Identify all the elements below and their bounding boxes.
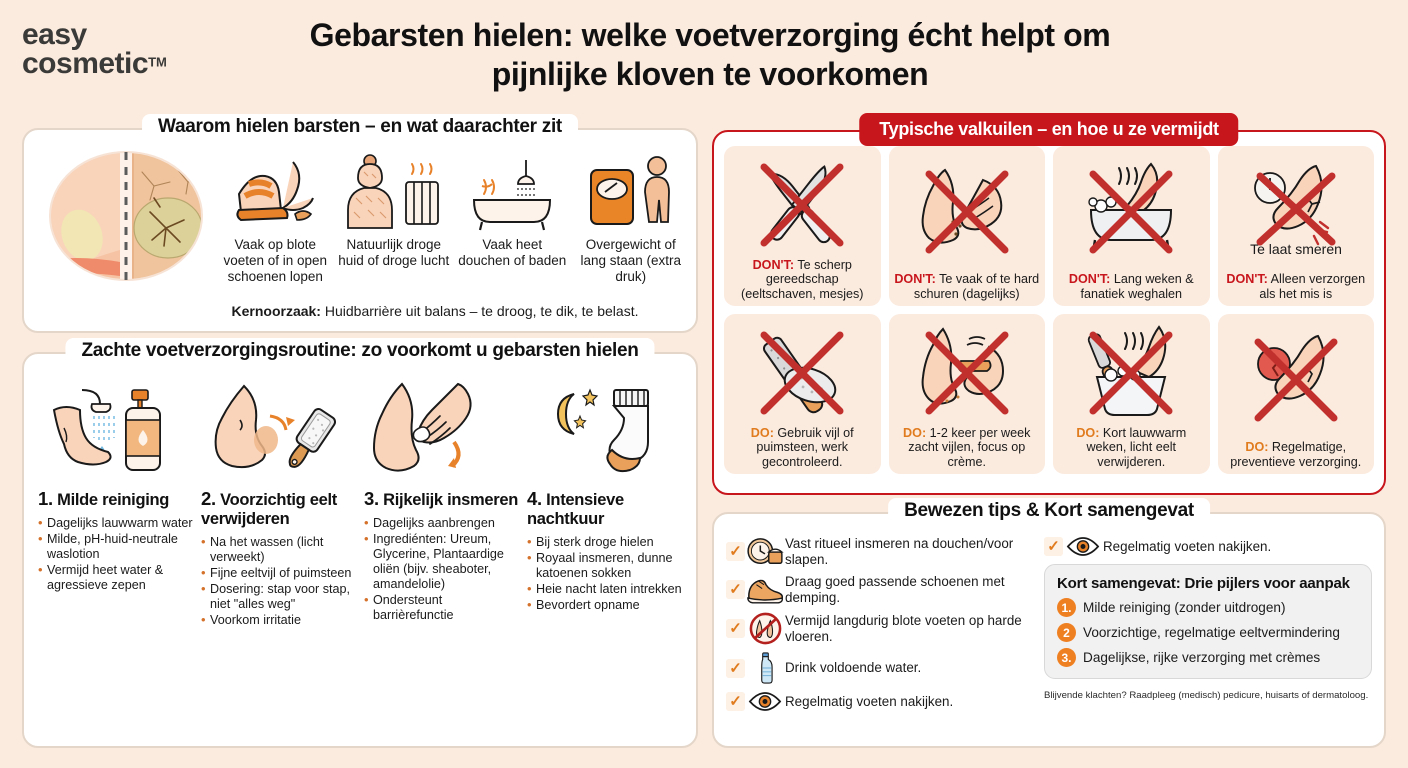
pitfalls-grid	[724, 146, 1374, 474]
heel-comparison-illustration	[38, 150, 214, 282]
pillar-number: 1.	[1057, 598, 1076, 617]
gentle-filing-foot-icon	[893, 320, 1042, 426]
moon-sock-night-icon	[527, 376, 682, 480]
cushioned-shoe-icon	[745, 575, 785, 604]
step-bullet: • Dagelijks aanbrengen	[364, 516, 519, 531]
step-title: Rijkelijk insmeren	[383, 491, 519, 509]
brand-line-1: easy	[22, 18, 87, 51]
tip-item	[726, 536, 1036, 567]
pillar-number: 2	[1057, 623, 1076, 642]
pitfall-dont-cell	[1053, 146, 1210, 306]
step-bullet: • Royaal insmeren, dunne katoenen sokken	[527, 551, 682, 581]
step-bullet: • Voorkom irritatie	[201, 613, 356, 628]
pitfall-dont-cell	[1218, 146, 1375, 306]
step-bullets	[38, 516, 193, 593]
pitfall-caption	[728, 426, 877, 470]
do-label: DO:	[903, 425, 927, 440]
trademark-mark: TM	[148, 54, 167, 70]
routine-step	[360, 376, 523, 629]
dont-label: DON'T:	[894, 272, 936, 286]
dont-text: Te scherp gereedschap (eeltschaven, mesjes)	[741, 257, 864, 301]
pitfall-caption	[893, 426, 1042, 470]
cause-list	[214, 150, 688, 285]
tip-text: Vermijd langdurig blote voeten op harde vloeren.	[785, 613, 1022, 644]
cause-caption: Vaak op blote voeten of in open schoenen lopen	[223, 237, 328, 284]
summary-pillar	[1057, 623, 1359, 642]
pitfall-caption	[1222, 272, 1371, 301]
step-bullet: • Ondersteunt barrièrefunctie	[364, 593, 519, 623]
do-label: DO:	[1245, 440, 1269, 454]
tips-right-column	[1036, 536, 1372, 738]
step-heading	[364, 489, 519, 510]
step-bullet: • Heie nacht laten intrekken	[527, 582, 682, 597]
panel-why-heels-crack	[22, 116, 698, 333]
kernoorzaak-note	[24, 303, 696, 319]
panel-pitfalls-title: Typische valkuilen – en hoe u ze vermijdt	[859, 113, 1238, 146]
eye-check-icon	[745, 691, 785, 712]
check-icon: ✓	[726, 659, 745, 678]
panel-why-title: Waarom hielen barsten – en wat daarachter zit	[142, 114, 578, 140]
sandal-bare-foot-icon	[218, 150, 333, 232]
pitfall-dont-cell	[724, 146, 881, 306]
cause-item	[218, 150, 333, 285]
page-title: Gebarsten hielen: welke voetverzorging écht helpt om pijnlijke kloven te voorkomen	[309, 17, 1111, 92]
panel-proven-tips	[712, 500, 1386, 748]
step-bullet: • Bij sterk droge hielen	[527, 535, 682, 550]
panel-tips-title: Bewezen tips & Kort samengevat	[888, 498, 1210, 524]
pillar-text: Voorzichtige, regelmatige eeltvermindering	[1083, 625, 1340, 640]
foot-basin-warm-water-icon	[1057, 320, 1206, 426]
step-bullet: • Dosering: stap voor stap, niet "alles weg"	[201, 582, 356, 612]
tip-item	[726, 652, 1036, 684]
pitfall-dont-cell	[889, 146, 1046, 306]
kernoorzaak-label: Kernoorzaak:	[231, 303, 321, 319]
tip-text: Vast ritueel insmeren na douchen/voor slapen.	[785, 536, 1014, 567]
tip-text: Drink voldoende water.	[785, 660, 922, 676]
do-text: Regelmatige, preventieve verzorging.	[1230, 440, 1362, 469]
cause-caption: Natuurlijk droge huid of droge lucht	[338, 237, 450, 268]
crossed-knives-icon	[728, 152, 877, 258]
do-text: 1-2 keer per week zacht vijlen, focus op crème.	[908, 425, 1031, 469]
step-bullet: • Fijne eeltvijl of puimsteen	[201, 566, 356, 581]
step-heading	[527, 489, 682, 529]
routine-step	[523, 376, 686, 629]
routine-steps	[34, 376, 686, 629]
foot-in-hot-bathtub-icon	[1057, 152, 1206, 272]
step-bullet: • Bevordert opname	[527, 598, 682, 613]
panel-routine-title: Zachte voetverzorgingsroutine: zo voorkomt u gebarsten hielen	[65, 338, 654, 364]
pitfall-caption	[893, 272, 1042, 301]
shower-foot-lotion-icon	[38, 376, 193, 480]
panel-care-routine	[22, 340, 698, 748]
cause-item	[574, 150, 689, 285]
preventive-care-foot-icon	[1222, 320, 1371, 440]
tip-text: Regelmatig voeten nakijken.	[785, 693, 954, 709]
summary-title: Kort samengevat: Drie pijlers voor aanpak	[1057, 575, 1350, 592]
pillar-text: Milde reiniging (zonder uitdrogen)	[1083, 600, 1286, 615]
step-bullets	[201, 535, 356, 628]
dry-skin-radiator-icon	[337, 150, 452, 232]
dont-text: Lang weken & fanatiek weghalen	[1080, 272, 1194, 301]
pitfall-caption	[1057, 272, 1206, 301]
cause-caption: Vaak heet douchen of baden	[458, 237, 567, 268]
pitfall-do-cell	[1218, 314, 1375, 474]
summary-box	[1044, 564, 1372, 679]
step-heading	[38, 489, 193, 510]
pillar-text: Dagelijkse, rijke verzorging met crèmes	[1083, 650, 1321, 665]
cause-item	[337, 150, 452, 285]
step-title: Milde reiniging	[57, 491, 170, 509]
step-bullet: • Ingrediénten: Ureum, Glycerine, Plantaardige oliën (bijv. sheaboter, amandelolie)	[364, 532, 519, 592]
scale-overweight-icon	[574, 150, 689, 232]
do-label: DO:	[1076, 425, 1100, 440]
pitfall-caption	[1222, 440, 1371, 469]
step-number: 2.	[201, 488, 216, 509]
routine-step	[197, 376, 360, 629]
check-icon: ✓	[1044, 537, 1063, 556]
file-and-pumice-icon	[728, 320, 877, 426]
pitfall-caption	[728, 258, 877, 302]
step-bullet: • Milde, pH-huid-neutrale waslotion	[38, 532, 193, 562]
dont-label: DON'T:	[1068, 272, 1111, 286]
dont-label: DON'T:	[752, 257, 795, 272]
tip-text: Regelmatig voeten nakijken.	[1103, 538, 1272, 554]
step-number: 1.	[38, 488, 53, 509]
eye-check-icon	[1063, 536, 1103, 557]
tips-list-left	[726, 536, 1036, 738]
tip-text: Draag goed passende schoenen met demping.	[785, 574, 1005, 605]
step-bullets	[364, 516, 519, 623]
step-bullet: • Vermijd heet water & agressieve zepen	[38, 563, 193, 593]
step-bullet: • Dagelijks lauwwarm water	[38, 516, 193, 531]
brand-logo	[22, 20, 252, 78]
pitfall-do-cell	[724, 314, 881, 474]
hot-shower-bath-icon	[455, 150, 570, 232]
dont-text: Te vaak of te hard schuren (dagelijks)	[913, 272, 1040, 301]
do-label: DO:	[750, 425, 774, 440]
tip-item	[726, 691, 1036, 712]
summary-pillar	[1057, 648, 1359, 667]
step-title: Voorzichtig eelt verwijderen	[201, 491, 337, 528]
clock-cream-icon	[745, 537, 785, 567]
tip-item	[1044, 536, 1372, 557]
tip-item	[726, 574, 1036, 605]
tip-item	[726, 612, 1036, 645]
overlay-label: Te laat smeren	[1249, 241, 1342, 257]
step-bullet: • Na het wassen (licht verweekt)	[201, 535, 356, 565]
panel-pitfalls	[712, 119, 1386, 495]
summary-pillar	[1057, 598, 1359, 617]
step-number: 4.	[527, 488, 542, 509]
pillar-number: 3.	[1057, 648, 1076, 667]
routine-step	[34, 376, 197, 629]
do-text: Kort lauwwarm weken, licht eelt verwijderen.	[1086, 425, 1187, 469]
do-text: Gebruik vijl of puimsteen, werk gecontroleerd.	[756, 425, 854, 469]
check-icon: ✓	[726, 619, 745, 638]
step-number: 3.	[364, 488, 379, 509]
kernoorzaak-text: Huidbarrière uit balans – te droog, te dik, te belast.	[320, 303, 639, 319]
late-care-cracked-heel-icon	[1222, 152, 1371, 272]
check-icon: ✓	[726, 580, 745, 599]
cause-caption: Overgewicht of lang staan (extra druk)	[580, 237, 682, 284]
no-barefoot-icon	[745, 612, 785, 645]
cause-item	[455, 150, 570, 285]
hand-scrubbing-foot-icon	[893, 152, 1042, 272]
medical-disclaimer: Blijvende klachten? Raadpleeg (medisch) pedicure, huisarts of dermatoloog.	[1044, 690, 1369, 701]
pitfall-caption	[1057, 426, 1206, 470]
water-bottle-icon	[745, 652, 785, 684]
brand-line-2: cosmetic	[22, 47, 149, 80]
step-heading	[201, 489, 356, 529]
pitfall-do-cell	[1053, 314, 1210, 474]
foot-file-pumice-icon	[201, 376, 356, 480]
hand-applying-cream-icon	[364, 376, 519, 480]
check-icon: ✓	[726, 542, 745, 561]
dont-text: Alleen verzorgen als het mis is	[1259, 272, 1366, 301]
step-title: Intensieve nachtkuur	[527, 491, 624, 528]
dont-label: DON'T:	[1226, 272, 1268, 286]
check-icon: ✓	[726, 692, 745, 711]
pitfall-do-cell	[889, 314, 1046, 474]
step-bullets	[527, 535, 682, 613]
